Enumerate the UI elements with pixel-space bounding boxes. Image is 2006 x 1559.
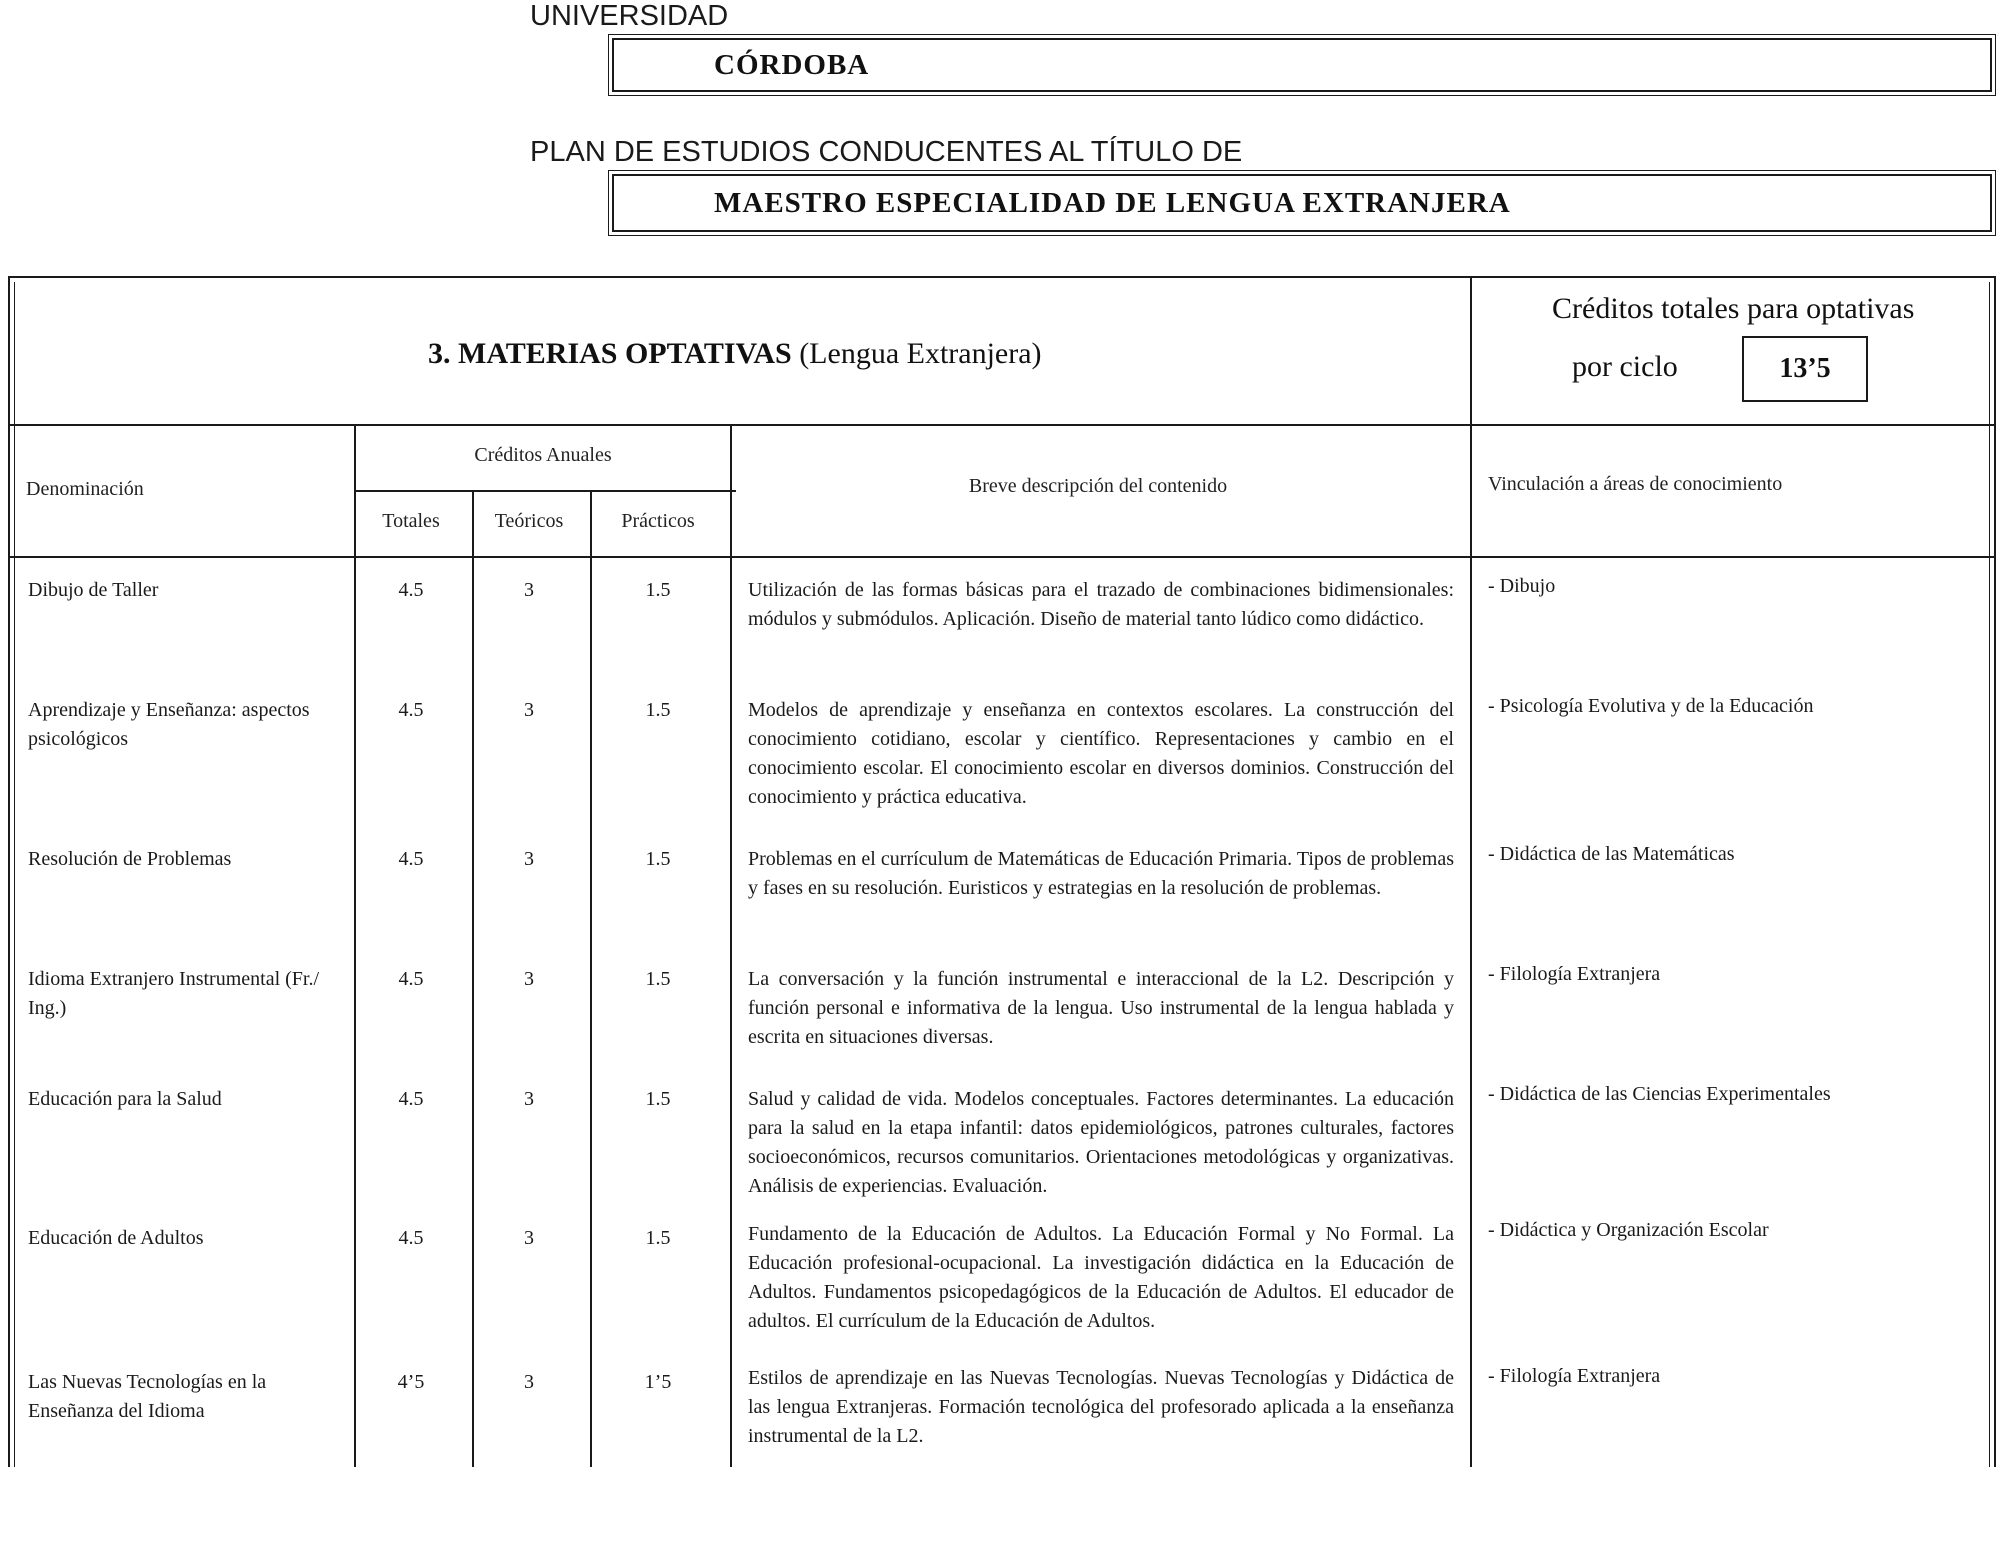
- row-area: - Didáctica de las Matemáticas: [1488, 843, 1735, 865]
- row-name: Resolución de Problemas: [28, 848, 232, 870]
- row-description: Salud y calidad de vida. Modelos conceptuales. Factores determinantes. La educación para la salud en la etapa infantil: datos epidemiológicos, patrones culturales, factores socioeconómicos, recursos comunitarios. Orientaciones metodológicas y organizativas. Análisis de experiencias. Evaluación.: [748, 1088, 1454, 1197]
- row-teoricos: 3: [524, 848, 534, 870]
- col-totales: Totales: [382, 510, 440, 532]
- credits-value: 13’5: [1779, 353, 1831, 384]
- universidad-label: UNIVERSIDAD: [530, 0, 729, 32]
- row-description: Modelos de aprendizaje y enseñanza en contextos escolares. La construcción del conocimiento cotidiano, escolar y científico. Representaciones y cambio en el conocimiento escolar. El conocimiento escolar en diversos dominios. Construcción del conocimiento y práctica educativa.: [748, 699, 1454, 808]
- universidad-name-box: [612, 38, 1992, 92]
- row-practicos: 1.5: [645, 968, 671, 990]
- row-teoricos: 3: [524, 1088, 534, 1110]
- plan-label: PLAN DE ESTUDIOS CONDUCENTES AL TÍTULO DE: [530, 136, 1243, 168]
- credits-value-box: [1742, 336, 1868, 402]
- row-totales: 4.5: [398, 699, 424, 721]
- col-teoricos: Teóricos: [494, 510, 564, 532]
- col-creditos-anuales: Créditos Anuales: [474, 444, 612, 466]
- row-totales: 4.5: [398, 1088, 424, 1110]
- section-title: [428, 337, 1042, 371]
- row-description: Utilización de las formas básicas para el trazado de combinaciones bidimensionales: módulos y submódulos. Aplicación. Diseño de material tanto lúdico como didáctico.: [748, 579, 1454, 630]
- row-name: Educación para la Salud: [28, 1088, 222, 1110]
- row-totales: 4.5: [398, 848, 424, 870]
- row-totales: 4’5: [397, 1371, 425, 1393]
- row-description: Problemas en el currículum de Matemáticas de Educación Primaria. Tipos de problemas y fases en su resolución. Euristicos y estrategias en la resolución de problemas.: [748, 848, 1454, 899]
- row-totales: 4.5: [398, 579, 424, 601]
- row-name: Dibujo de Taller: [28, 579, 159, 601]
- plan-title-box: [612, 174, 1992, 232]
- row-description: Estilos de aprendizaje en las Nuevas Tecnologías. Nuevas Tecnologías y Didáctica de las lengua Extranjeras. Formación tecnológica del profesorado aplicada a la enseñanza instrumental de la L2.: [748, 1367, 1454, 1447]
- row-area: - Dibujo: [1488, 575, 1556, 597]
- row-practicos: 1’5: [644, 1371, 672, 1393]
- row-name: Las Nuevas Tecnologías en la Enseñanza del Idioma: [28, 1371, 267, 1422]
- section-title-bold: 3. MATERIAS OPTATIVAS: [428, 337, 792, 370]
- col-vinculacion: Vinculación a áreas de conocimiento: [1488, 473, 1783, 495]
- row-area: - Filología Extranjera: [1488, 1365, 1661, 1387]
- row-teoricos: 3: [524, 968, 534, 990]
- plan-title: MAESTRO ESPECIALIDAD DE LENGUA EXTRANJERA: [714, 186, 1511, 219]
- row-practicos: 1.5: [645, 848, 671, 870]
- row-area: - Psicología Evolutiva y de la Educación: [1488, 695, 1814, 717]
- credits-label-line2: por ciclo: [1572, 350, 1678, 383]
- universidad-name: CÓRDOBA: [714, 48, 870, 81]
- col-practicos: Prácticos: [621, 510, 695, 532]
- row-teoricos: 3: [524, 699, 534, 721]
- col-denominacion: Denominación: [26, 478, 144, 500]
- section-title-suffix: (Lengua Extranjera): [799, 337, 1042, 370]
- row-area: - Didáctica y Organización Escolar: [1488, 1219, 1769, 1241]
- row-practicos: 1.5: [645, 1088, 671, 1110]
- row-practicos: 1.5: [645, 579, 671, 601]
- row-totales: 4.5: [398, 1227, 424, 1249]
- row-practicos: 1.5: [645, 699, 671, 721]
- row-name: Idioma Extranjero Instrumental (Fr./ Ing.): [28, 968, 320, 1019]
- row-name: Aprendizaje y Enseñanza: aspectos psicológicos: [28, 699, 310, 750]
- row-description: La conversación y la función instrumental e interaccional de la L2. Descripción y función personal e informativa de la lengua. Uso instrumental de la lengua hablada y escrita en situaciones diversas.: [748, 968, 1454, 1048]
- row-teoricos: 3: [524, 1371, 534, 1393]
- col-descripcion: Breve descripción del contenido: [968, 475, 1228, 497]
- row-teoricos: 3: [524, 579, 534, 601]
- row-description: Fundamento de la Educación de Adultos. La Educación Formal y No Formal. La Educación profesional-ocupacional. La investigación didáctica en la Educación de Adultos. Fundamentos psicopedagógicos de la Educación de Adultos. El educador de adultos. El currículum de la Educación de Adultos.: [748, 1223, 1454, 1332]
- row-practicos: 1.5: [645, 1227, 671, 1249]
- row-name: Educación de Adultos: [28, 1227, 204, 1249]
- row-teoricos: 3: [524, 1227, 534, 1249]
- credits-label-line1: Créditos totales para optativas: [1552, 292, 1915, 325]
- row-area: - Didáctica de las Ciencias Experimentales: [1488, 1083, 1831, 1105]
- row-area: - Filología Extranjera: [1488, 963, 1661, 985]
- row-totales: 4.5: [398, 968, 424, 990]
